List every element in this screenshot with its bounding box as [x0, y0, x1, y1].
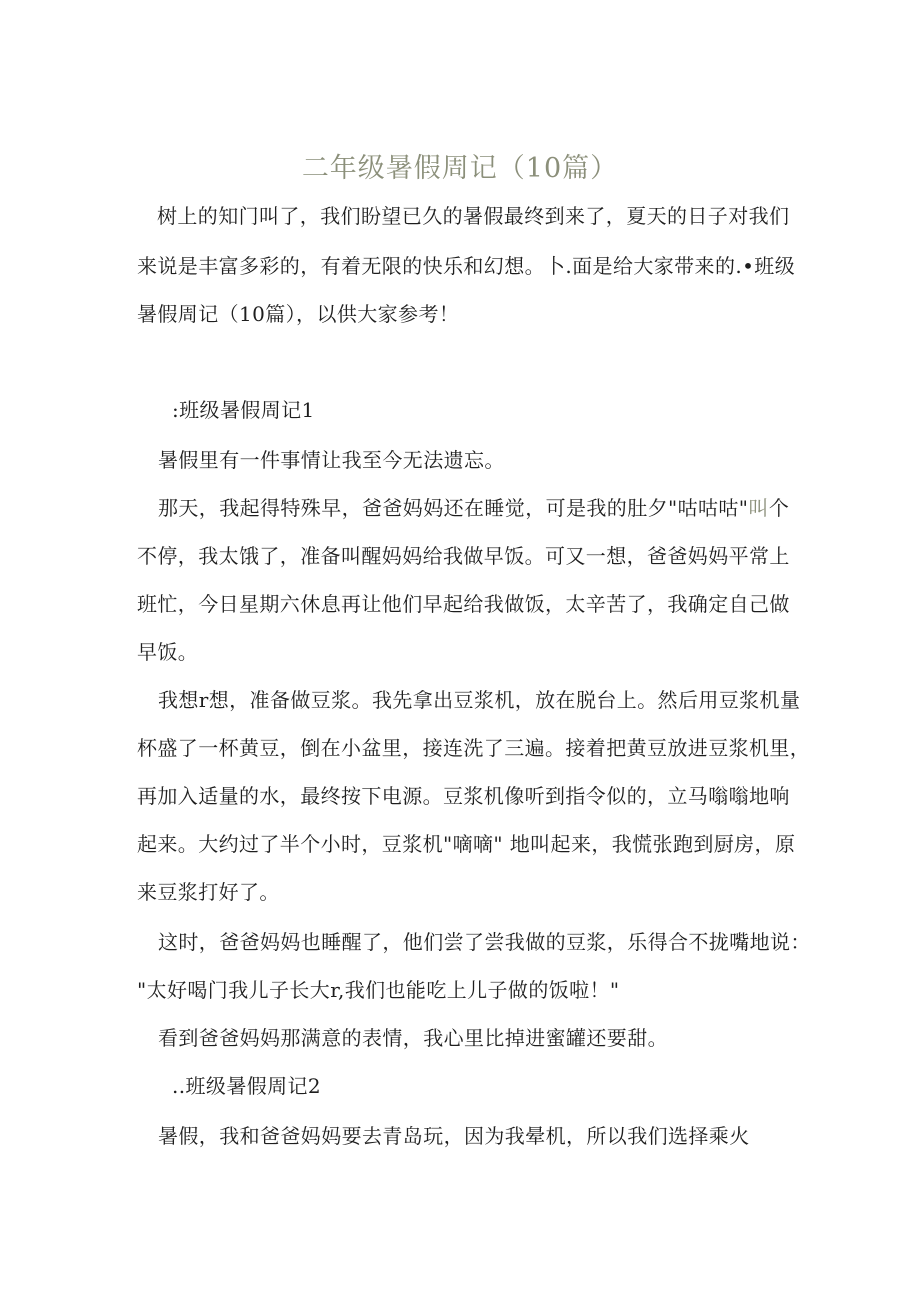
p2-text-accent: 叫 [748, 496, 769, 520]
section-1-paragraph-3-line-3: 再加入适量的水，最终按下电源。豆浆机像听到指令似的，立马嗡嗡地响 [137, 784, 790, 808]
intro-line-2: 来说是丰富多彩的，有着无限的快乐和幻想。卜.面是给大家带来的.•班级 [137, 254, 796, 278]
section-1-paragraph-3-line-1: 我想r想，准备做豆浆。我先拿出豆浆机，放在脱台上。然后用豆浆机量 [158, 688, 801, 712]
section-2-heading: ..班级暑假周记2 [172, 1074, 322, 1098]
section-1-paragraph-3-line-5: 来豆浆打好了。 [137, 880, 280, 904]
section-1-paragraph-4-line-1: 这时，爸爸妈妈也睡醒了，他们尝了尝我做的豆浆，乐得合不拢嘴地说： [158, 930, 811, 954]
section-1-paragraph-2-line-4: 早饭。 [137, 640, 199, 664]
p2-text-c: 个 [768, 496, 790, 520]
p2-text-a: 那天，我起得特殊早，爸爸妈妈还在睡觉，可是我的肚夕"咕咕咕" [158, 496, 749, 520]
section-1-heading: :班级暑假周记1 [172, 398, 315, 422]
section-1-paragraph-2-line-3: 班忙，今日星期六休息再让他们早起给我做饭，太辛苦了，我确定自己做 [137, 592, 790, 616]
intro-line-1: 树上的知门叫了，我们盼望已久的暑假最终到来了，夏天的日子对我们 [157, 204, 790, 228]
section-1-paragraph-2-line-1 [158, 494, 789, 522]
section-1-paragraph-4-line-2: "太好喝门我儿子长大r,我们也能吃上儿子做的饭啦！" [137, 978, 620, 1002]
section-1-paragraph-3-line-4: 起来。大约过了半个小时，豆浆机"嘀嘀" 地叫起来，我慌张跑到厨房，原 [137, 832, 796, 856]
section-1-paragraph-2-line-2: 不停，我太饿了，准备叫醒妈妈给我做早饭。可又一想，爸爸妈妈平常上 [137, 544, 790, 568]
document-title: 二年级暑假周记（10篇） [301, 153, 619, 184]
section-1-paragraph-3-line-2: 杯盛了一杯黄豆，倒在小盆里，接连洗了三遍。接着把黄豆放进豆浆机里， [137, 736, 811, 760]
section-2-paragraph-1: 暑假，我和爸爸妈妈要去青岛玩，因为我晕机，所以我们选择乘火 [158, 1124, 750, 1148]
section-1-paragraph-5: 看到爸爸妈妈那满意的表情，我心里比掉进蜜罐还要甜。 [158, 1026, 668, 1050]
section-1-paragraph-1: 暑假里有一件事情让我至今无法遗忘。 [158, 448, 505, 472]
intro-line-3: 暑假周记（10篇），以供大家参考！ [137, 302, 460, 326]
